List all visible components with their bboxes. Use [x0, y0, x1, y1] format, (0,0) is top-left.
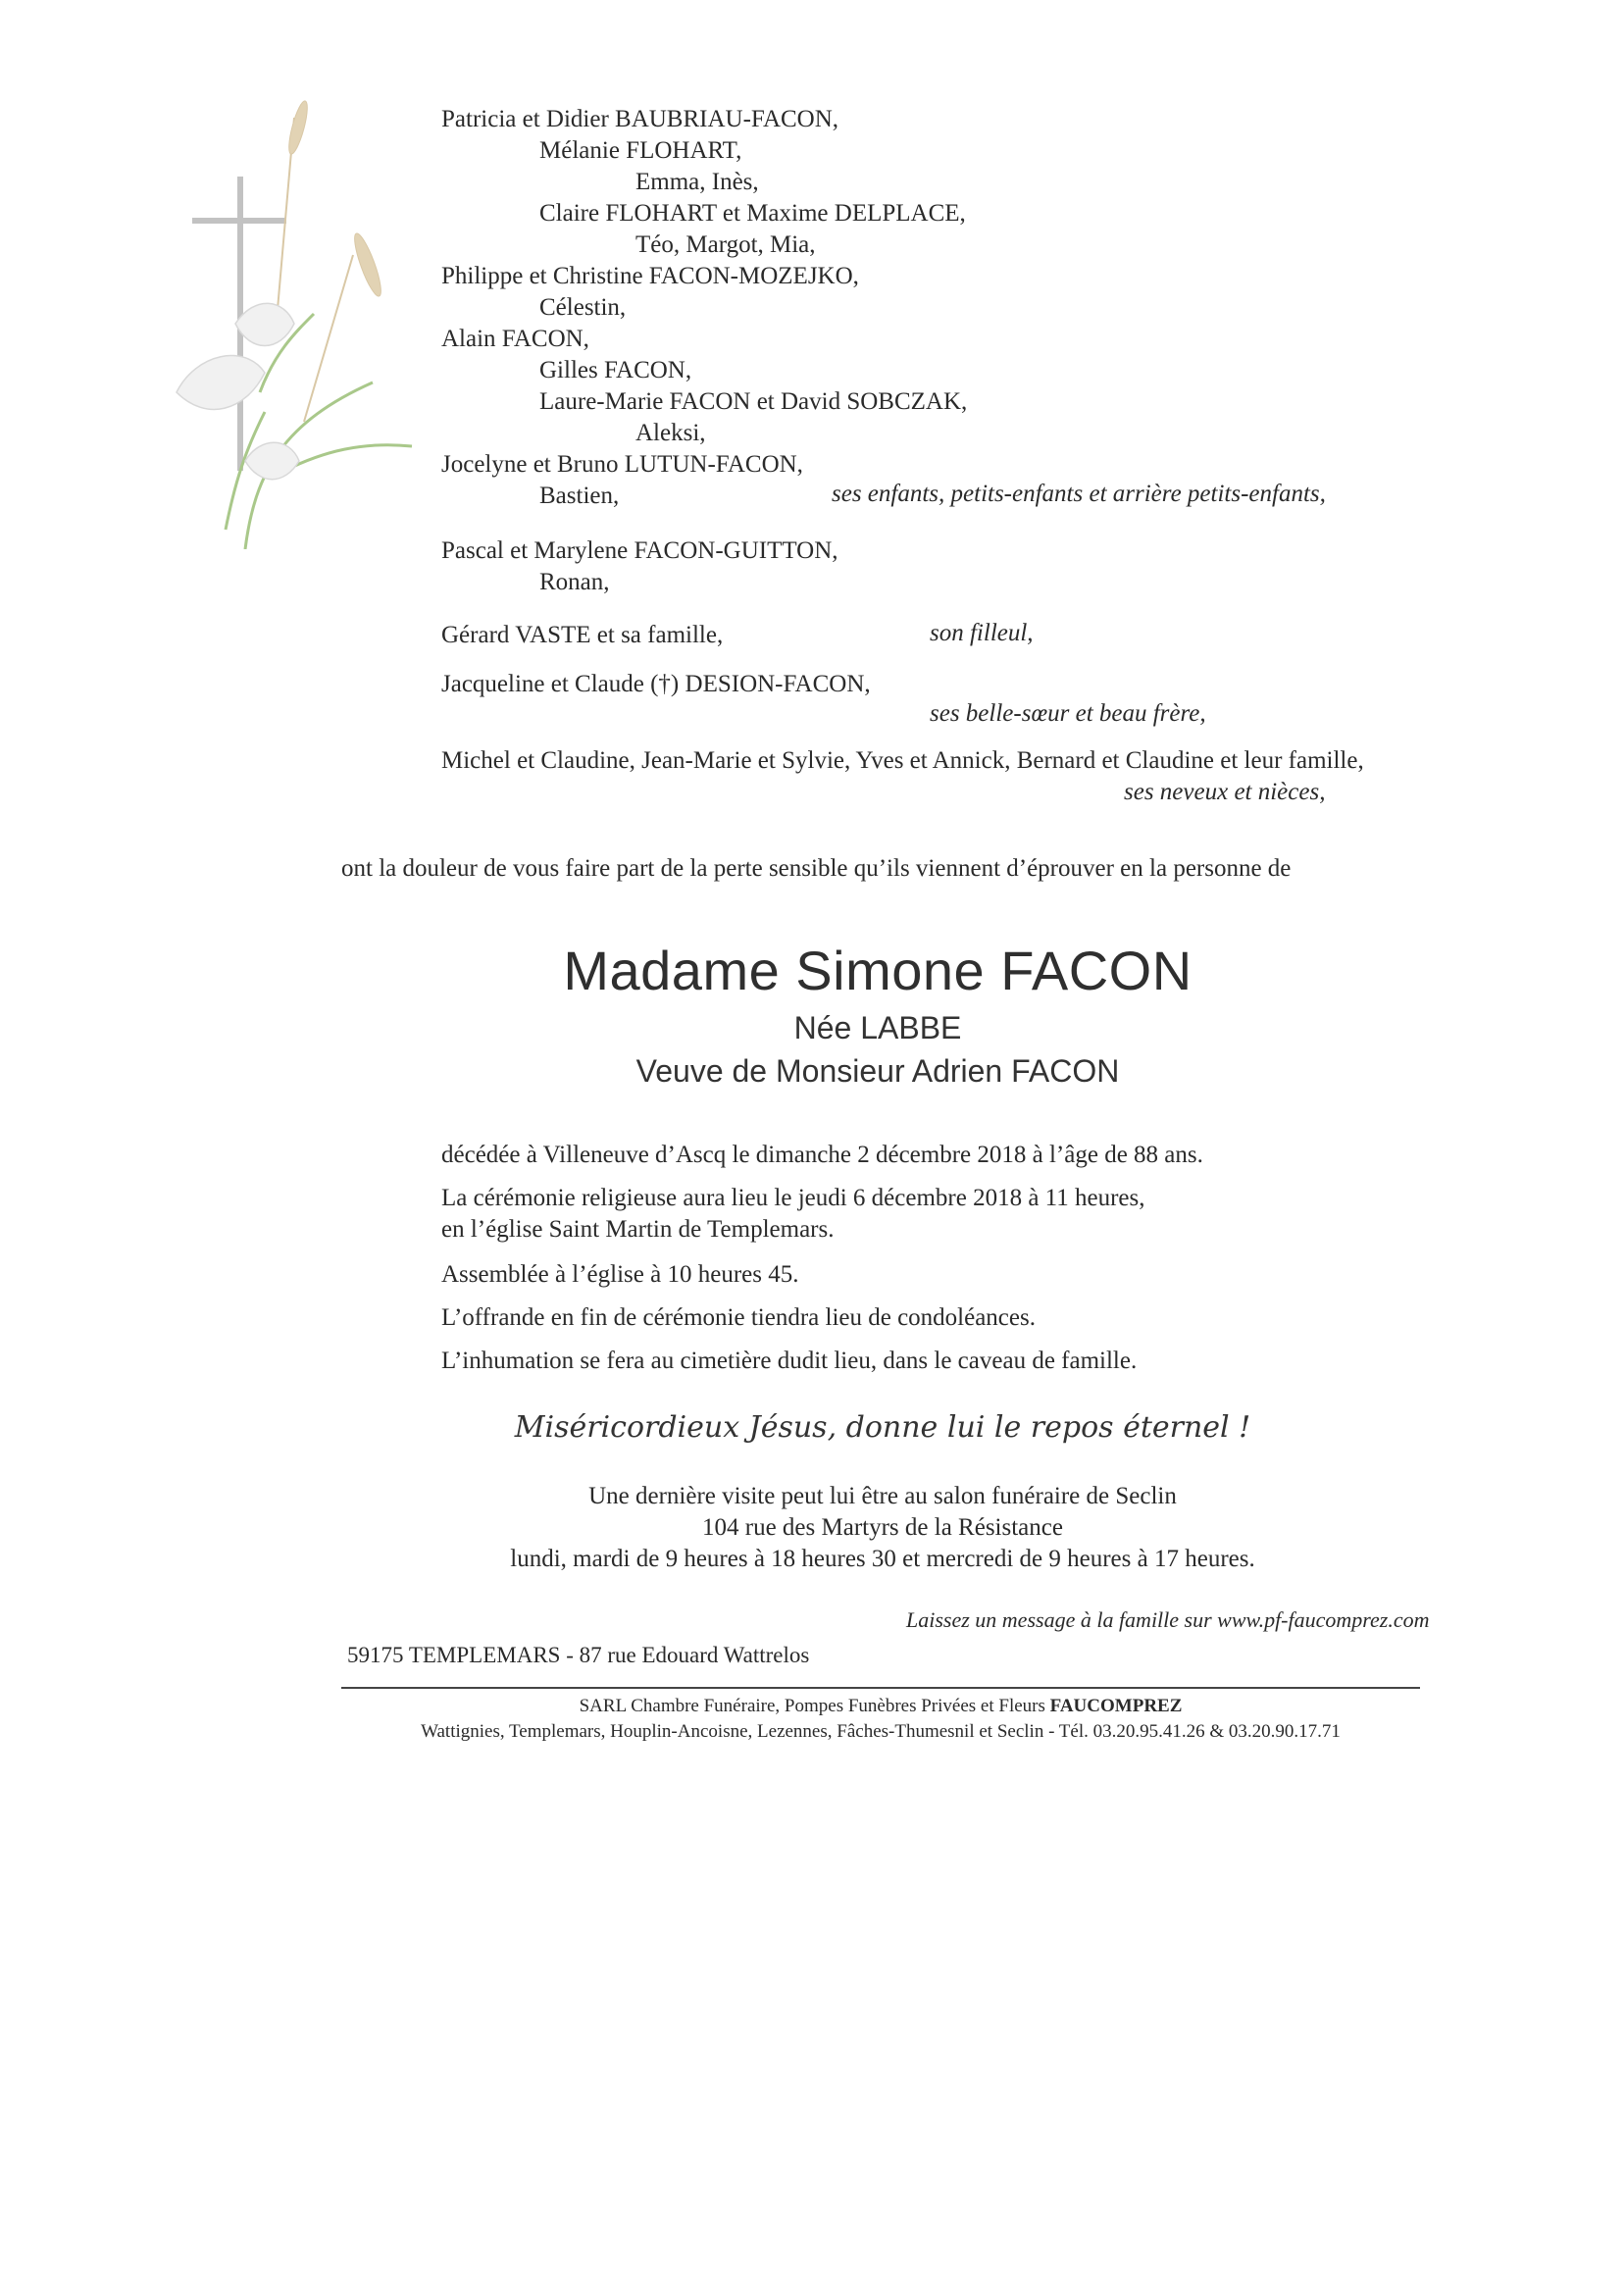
family-line-12: Jocelyne et Bruno LUTUN-FACON,: [441, 451, 803, 478]
family-line-17: Jacqueline et Claude (†) DESION-FACON,: [441, 671, 871, 697]
relation-nephews: ses neveux et nièces,: [1124, 779, 1326, 805]
detail-assembly: Assemblée à l’église à 10 heures 45.: [441, 1261, 799, 1288]
family-line-16: Gérard VASTE et sa famille,: [441, 622, 724, 648]
deceased-widow-of: Veuve de Monsieur Adrien FACON: [635, 1053, 1120, 1089]
footer-locations: Wattignies, Templemars, Houplin-Ancoisne, Lezennes, Fâches-Thumesnil et Seclin - Tél. 03.20.95.41.26 & 03.20.90.17.71: [421, 1721, 1341, 1742]
footer-company: [341, 1695, 1420, 1718]
relation-godson: son filleul,: [930, 620, 1034, 646]
visit-line-2: 104 rue des Martyrs de la Résistance: [702, 1514, 1063, 1541]
footer-rule: [341, 1687, 1420, 1689]
detail-offering: L’offrande en fin de cérémonie tiendra lieu de condoléances.: [441, 1304, 1036, 1331]
family-line-9: Gilles FACON,: [539, 357, 692, 383]
family-line-15: Ronan,: [539, 569, 610, 595]
family-line-3: Emma, Inès,: [635, 169, 759, 195]
detail-death: décédée à Villeneuve d’Ascq le dimanche 2 décembre 2018 à l’âge de 88 ans.: [441, 1142, 1203, 1168]
family-line-11: Aleksi,: [635, 420, 706, 446]
website-message: Laissez un message à la famille sur www.pf-faucomprez.com: [906, 1607, 1430, 1632]
family-line-7: Célestin,: [539, 294, 627, 321]
relation-children: ses enfants, petits-enfants et arrière petits-enfants,: [832, 481, 1326, 507]
cross-lily-decoration: [167, 98, 422, 549]
wheat-icon: [275, 99, 385, 422]
detail-burial: L’inhumation se fera au cimetière dudit lieu, dans le caveau de famille.: [441, 1348, 1138, 1374]
family-line-1: Patricia et Didier BAUBRIAU-FACON,: [441, 106, 839, 132]
family-line-18: Michel et Claudine, Jean-Marie et Sylvie, Yves et Annick, Bernard et Claudine et leur famille,: [441, 747, 1364, 774]
family-line-13: Bastien,: [539, 483, 620, 509]
family-line-4: Claire FLOHART et Maxime DELPLACE,: [539, 200, 966, 227]
deceased-name: Madame Simone FACON: [563, 940, 1193, 1001]
leaf-icon: [226, 314, 412, 549]
detail-ceremony: La cérémonie religieuse aura lieu le jeudi 6 décembre 2018 à 11 heures,: [441, 1185, 1145, 1211]
family-line-6: Philippe et Christine FACON-MOZEJKO,: [441, 263, 859, 289]
family-address: 59175 TEMPLEMARS - 87 rue Edouard Wattrelos: [347, 1643, 810, 1667]
family-line-8: Alain FACON,: [441, 326, 589, 352]
visit-line-1: Une dernière visite peut lui être au salon funéraire de Seclin: [588, 1483, 1177, 1509]
visit-line-3: lundi, mardi de 9 heures à 18 heures 30 et mercredi de 9 heures à 17 heures.: [510, 1546, 1255, 1572]
family-line-2: Mélanie FLOHART,: [539, 137, 742, 164]
relation-inlaws: ses belle-sœur et beau frère,: [930, 700, 1206, 727]
family-line-14: Pascal et Marylene FACON-GUITTON,: [441, 537, 838, 564]
announcement-text: ont la douleur de vous faire part de la perte sensible qu’ils viennent d’éprouver en la personne de: [341, 855, 1292, 882]
family-line-10: Laure-Marie FACON et David SOBCZAK,: [539, 388, 968, 415]
deceased-maiden-name: Née LABBE: [793, 1010, 962, 1045]
detail-church: en l’église Saint Martin de Templemars.: [441, 1216, 835, 1243]
footer-company-name: FAUCOMPREZ: [1049, 1696, 1183, 1716]
footer-company-prefix: SARL Chambre Funéraire, Pompes Funèbres Privées et Fleurs: [579, 1696, 1050, 1716]
family-line-5: Téo, Margot, Mia,: [635, 231, 816, 258]
prayer-text: Miséricordieux Jésus, donne lui le repos éternel !: [514, 1410, 1251, 1445]
